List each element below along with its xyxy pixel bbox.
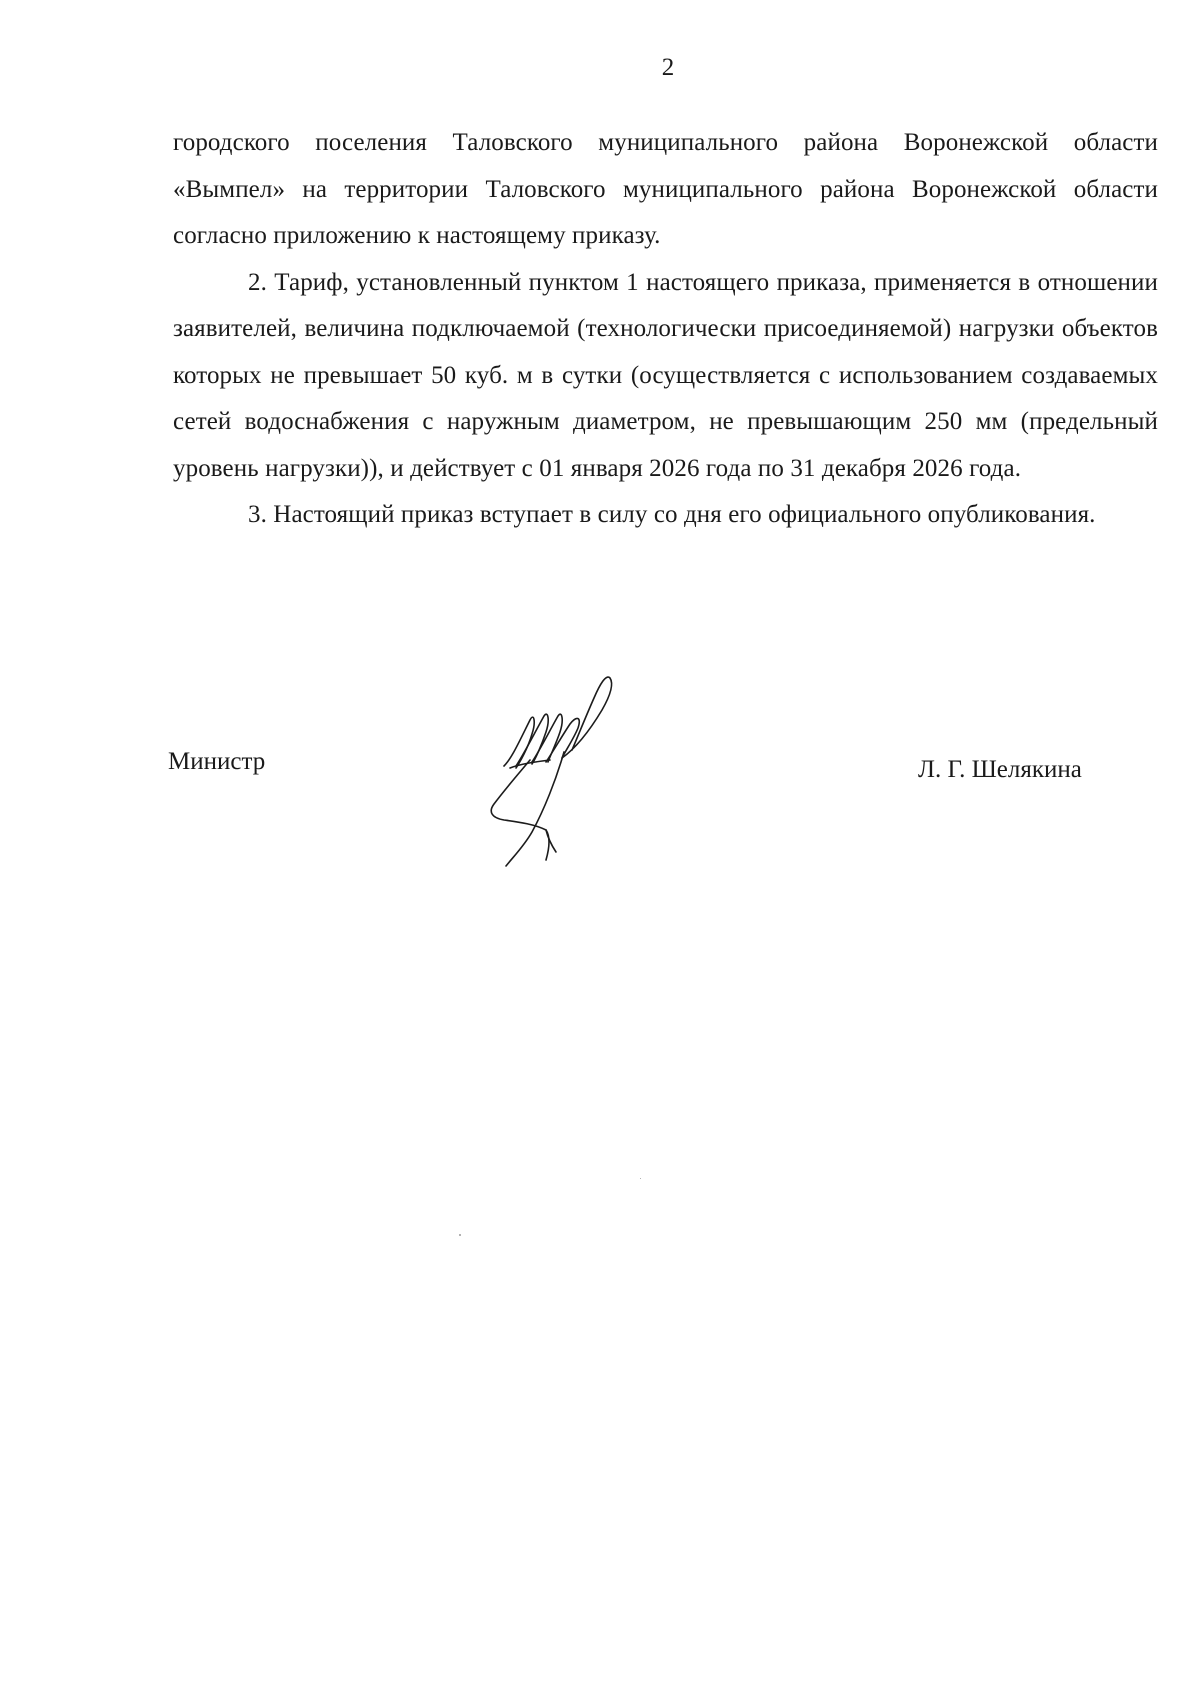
scan-speck xyxy=(640,1178,641,1179)
signer-position: Министр xyxy=(168,748,266,775)
page-number: 2 xyxy=(661,54,675,81)
handwritten-signature xyxy=(490,670,690,890)
signer-name: Л. Г. Шелякина xyxy=(918,756,1082,783)
paragraph-continuation: городского поселения Таловского муниципального района Воронежской области «Вымпел» на территории Таловского муниципального района Воронежской области согласно приложению к настоящему приказу. xyxy=(173,129,1158,249)
paragraph-2: 2. Тариф, установленный пунктом 1 настоящего приказа, применяется в отношении заявителей, величина подключаемой (технологически присоединяемой) нагрузки объектов которых не превышает 50 куб. м в сутки (осуществляется с использованием создаваемых сетей водоснабжения с наружным диаметром, не превышающим 250 мм (предельный уровень нагрузки)), и действует с 01 января 2026 года по 31 декабря 2026 года. xyxy=(173,268,1158,482)
scan-speck xyxy=(459,1234,461,1236)
paragraph-3: 3. Настоящий приказ вступает в силу со дня его официального опубликования. xyxy=(248,501,1096,528)
